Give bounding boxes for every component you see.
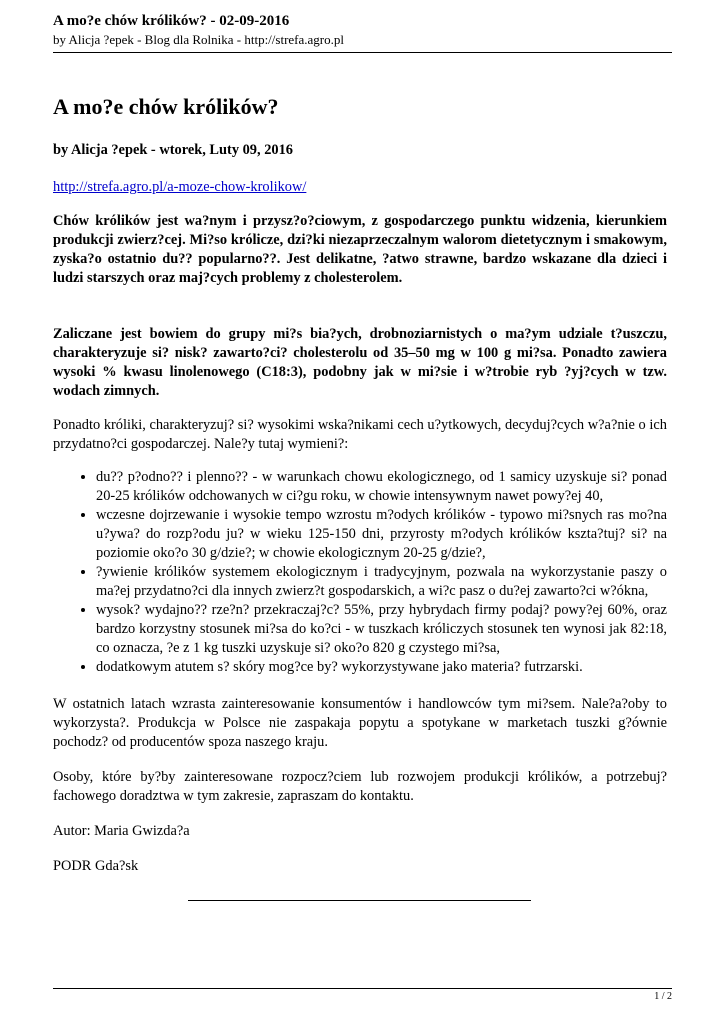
- article-url-link[interactable]: http://strefa.agro.pl/a-moze-chow-krolikow/: [53, 179, 307, 195]
- list-item: • du?? p?odno?? i plenno?? - w warunkach chowu ekologicznego, od 1 samicy uzyskuje si? ponad 20-25 królików odchowanych w ci?gu roku, w chowie intensywnym nawet powy?ej 40,: [96, 468, 667, 506]
- market-paragraph: W ostatnich latach wzrasta zainteresowanie konsumentów i handlowców tym mi?sem. Nale?a?oby to wykorzysta?. Produkcja w Polsce nie zaspakaja popytu a spotykane w marketach tuszki g?ównie pochodz? od producentów spoza naszego kraju.: [53, 696, 667, 750]
- features-list: [53, 468, 667, 677]
- footer-divider: [53, 988, 672, 989]
- author-line: Autor: Maria Gwizda?a: [53, 823, 190, 839]
- header-title: A mo?e chów królików? - 02-09-2016: [53, 13, 290, 29]
- article-body: [53, 93, 667, 901]
- contact-paragraph: Osoby, które by?by zainteresowane rozpocz?ciem lub rozwojem produkcji królików, a potrzebuj? fachowego doradztwa w tym zakresie, zapraszam do kontaktu.: [53, 769, 667, 804]
- organization-line: PODR Gda?sk: [53, 858, 139, 874]
- list-item: • ?ywienie królików systemem ekologicznym i tradycyjnym, pozwala na wykorzystanie paszy o ma?ej przydatno?ci dla innych zwierz?t gospodarskich, a wi?c pasz o du?ej zawarto?ci w?ókna,: [96, 563, 667, 601]
- intro-paragraph: Ponadto króliki, charakteryzuj? si? wysokimi wska?nikami cech u?ytkowych, decyduj?cych w?a?nie o ich przydatno?ci gospodarczej. Nale?y tutaj wymieni?:: [53, 417, 667, 452]
- header-subtitle: by Alicja ?epek - Blog dla Rolnika - http://strefa.agro.pl: [53, 32, 344, 47]
- lead-paragraph-1: Chów królików jest wa?nym i przysz?o?ciowym, z gospodarczego punktu widzenia, kierunkiem produkcji zwierz?cej. Mi?so królicze, dzi?ki niezaprzeczalnym walorom dietetycznym i smakowym, zyska?o ostatnio du?? popularno??. Jest delikatne, ?atwo strawne, bardzo wskazane dla dzieci i ludzi starszych oraz maj?cych problemy z cholesterolem.: [53, 213, 667, 286]
- page-header: [53, 12, 673, 48]
- header-divider: [53, 52, 672, 53]
- content-separator: [188, 900, 531, 901]
- article-byline: by Alicja ?epek - wtorek, Luty 09, 2016: [53, 142, 293, 158]
- page-number: 1 / 2: [654, 991, 672, 1002]
- list-item: • wysok? wydajno?? rze?n? przekraczaj?c? 55%, przy hybrydach firmy podaj? powy?ej 60%, oraz bardzo korzystny stosunek mi?sa do ko?ci - w tuszkach króliczych stosunek ten wynosi jak 82:18, co oznacza, ?e z 1 kg tuszki uzyskuje si? oko?o 820 g czystego mi?sa,: [96, 601, 667, 658]
- article-title: A mo?e chów królików?: [53, 94, 279, 119]
- lead-paragraph-2: Zaliczane jest bowiem do grupy mi?s bia?ych, drobnoziarnistych o ma?ym udziale t?uszczu, charakteryzuje si? nisk? zawarto?ci? cholesterolu od 35–50 mg w 100 g mi?sa. Ponadto zawiera wysoki % kwasu linolenowego (C18:3), podobny jak w mi?sie i w?trobie ryb ?yj?cych w tzw. wodach zimnych.: [53, 326, 667, 399]
- list-item: • wczesne dojrzewanie i wysokie tempo wzrostu m?odych królików - typowo mi?snych ras mo?na u?ywa? do rozp?odu ju? w wieku 125-150 dni, przyrosty m?odych królików kszta?tuj? si? na poziomie oko?o 30 g/dzie?; w chowie ekologicznym 20-25 g/dzie?,: [96, 506, 667, 563]
- list-item: • dodatkowym atutem s? skóry mog?ce by? wykorzystywane jako materia? futrzarski.: [96, 658, 667, 677]
